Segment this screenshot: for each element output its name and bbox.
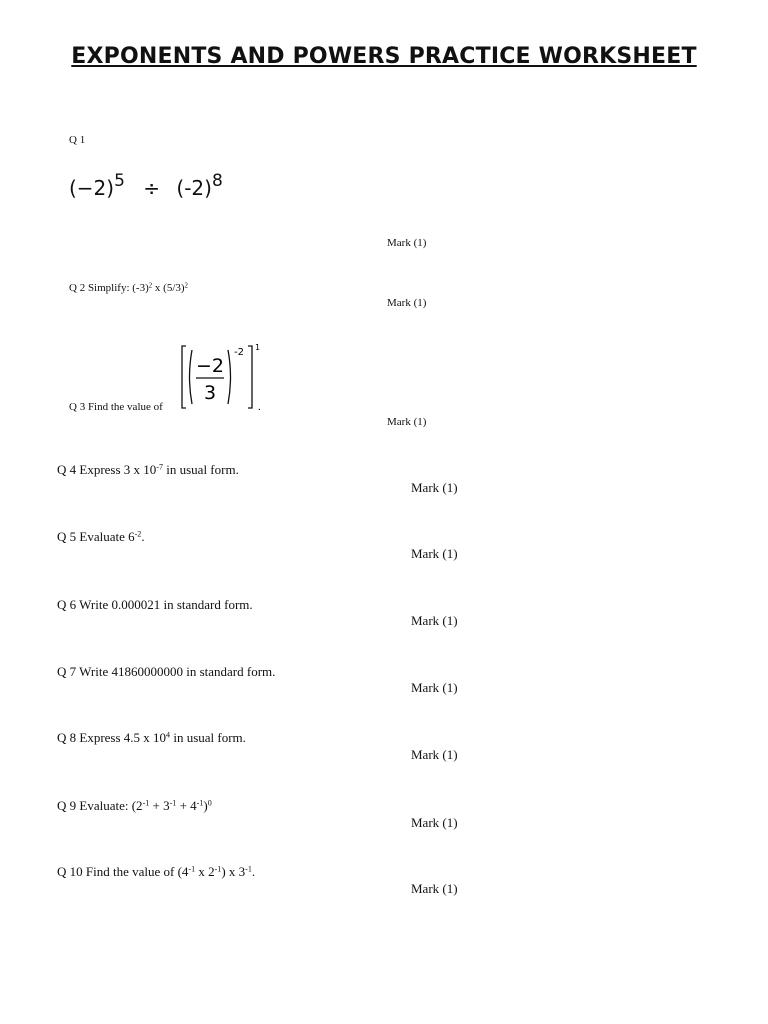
q1-base2: (-2) [176,176,212,200]
worksheet-title: EXPONENTS AND POWERS PRACTICE WORKSHEET [71,44,697,69]
q3-inner-exp: -2 [234,347,244,358]
q10-part2: x 2 [195,864,215,879]
q9-exp4: 0 [207,798,212,808]
q10-prefix: Q 10 Find the value of (4 [57,864,189,879]
q1-base1: (−2) [69,176,115,200]
q3-right-paren [228,350,231,404]
q4-mark: Mark (1) [411,480,458,495]
q9-exp2: -1 [169,798,177,808]
q2-exp1: 2 [148,282,153,290]
q5-suffix: . [141,529,145,544]
q10-mark: Mark (1) [411,881,458,896]
q10-suffix: . [251,864,256,879]
q3-denominator: 3 [203,382,217,404]
q3-prefix: Q 3 Find the value of [69,401,163,413]
q4-suffix: in usual form. [163,462,239,477]
q3-numerator: −2 [195,355,225,377]
q1-exp1: 5 [114,171,125,191]
q9-part2: + 3 [149,798,170,813]
q3-mark: Mark (1) [387,416,427,428]
q10-exp1: -1 [188,864,196,874]
q2-text [69,282,188,294]
q9-text [57,798,212,814]
q8-text [57,730,246,746]
q2-mark: Mark (1) [387,297,427,309]
q1-label: Q 1 [69,134,86,146]
q5-mark: Mark (1) [411,546,458,561]
q3-fraction-expression [178,340,268,416]
q3-left-paren [190,350,193,404]
q7-mark: Mark (1) [411,680,458,695]
q3-right-square-bracket [248,346,252,408]
q5-text [57,529,145,545]
q9-part4: ) [203,798,208,813]
q4-prefix: Q 4 Express 3 x 10 [57,462,157,477]
q10-part3: ) x 3 [221,864,246,879]
q2-middle: x (5/3) [152,282,185,294]
q3-outer-exp: 1 [255,343,261,352]
q8-prefix: Q 8 Express 4.5 x 10 [57,730,167,745]
q2-prefix: Q 2 Simplify: (-3) [69,282,149,294]
q6-mark: Mark (1) [411,613,458,628]
q1-expression [69,171,223,200]
q10-exp2: -1 [214,864,222,874]
q9-mark: Mark (1) [411,815,458,830]
q9-exp3: -1 [196,798,204,808]
q3-suffix: . [258,401,261,413]
q4-exp: -7 [156,462,163,472]
q8-suffix: in usual form. [170,730,246,745]
q6-text: Q 6 Write 0.000021 in standard form. [57,597,253,612]
q10-text [57,864,255,880]
q4-text [57,462,239,478]
q5-prefix: Q 5 Evaluate 6 [57,529,135,544]
q3-left-square-bracket [182,346,186,408]
q7-text: Q 7 Write 41860000000 in standard form. [57,664,276,679]
q10-exp3: -1 [245,864,252,874]
q2-exp2: 2 [184,282,188,290]
q1-mark: Mark (1) [387,237,427,249]
q5-exp: -2 [134,529,142,539]
q8-exp: 4 [166,730,171,740]
q9-exp1: -1 [142,798,150,808]
q9-part3: + 4 [176,798,197,813]
q9-prefix: Q 9 Evaluate: (2 [57,798,143,813]
q8-mark: Mark (1) [411,747,458,762]
q1-exp2: 8 [211,171,223,191]
q1-divide-sign: ÷ [143,176,161,200]
